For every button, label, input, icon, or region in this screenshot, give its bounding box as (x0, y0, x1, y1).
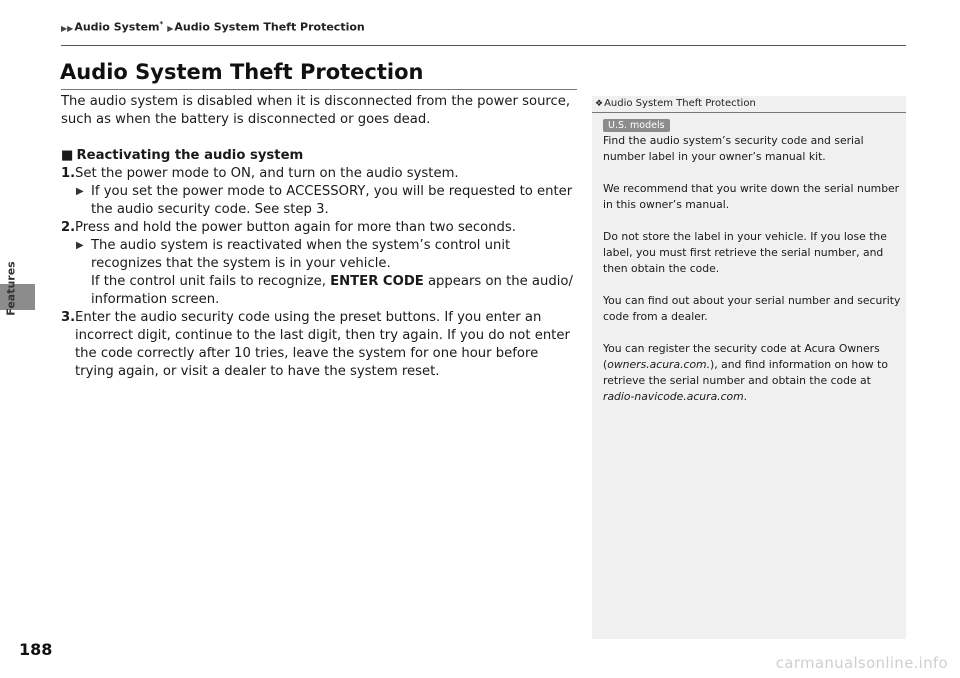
breadcrumb-parent[interactable]: Audio System (74, 20, 160, 34)
page-title: Audio System Theft Protection (60, 60, 424, 84)
step-2-substep (61, 237, 577, 309)
note-paragraph: You can find out about your serial number and security code from a dealer. (603, 294, 901, 323)
region-badge: U.S. models (603, 119, 670, 132)
step-1 (61, 165, 577, 183)
step-number: 2. (61, 220, 76, 235)
substep-text: If you set the power mode to ACCESSORY, you will be requested to enter the audio security code. See step 3. (91, 184, 573, 217)
chapter-side-label-text: Features (4, 260, 18, 316)
watermark: carmanualsonline.info (775, 654, 948, 672)
step-number: 3. (61, 310, 76, 325)
notes-header-text: Audio System Theft Protection (604, 98, 756, 109)
section-square-icon: ■ (61, 148, 74, 163)
substep-arrow-icon: ▶ (76, 240, 84, 251)
step-3 (61, 309, 577, 381)
chapter-side-label (2, 228, 20, 348)
header-divider (61, 45, 906, 46)
owners-link[interactable]: owners.acura.com. (607, 358, 711, 371)
radio-navicode-link[interactable]: radio-navicode.acura.com (603, 390, 744, 403)
page-number: 188 (19, 640, 53, 659)
note-paragraph: Find the audio system’s security code and serial number label in your owner’s manual kit. (603, 134, 864, 163)
notes-divider (592, 112, 906, 113)
note-text: . (743, 390, 748, 403)
section-heading (61, 147, 577, 165)
title-underline (61, 89, 577, 90)
reference-icon: ❖ (595, 99, 604, 109)
note-paragraph: Do not store the label in your vehicle. If you lose the label, you must first retrieve the serial number, and then obtain the code. (603, 230, 887, 275)
breadcrumb (61, 20, 365, 34)
main-content (61, 93, 577, 381)
step-text: Set the power mode to ON, and turn on the audio system. (75, 166, 459, 181)
breadcrumb-current: Audio System Theft Protection (174, 20, 365, 34)
note-text: You can register the security code at Acura Owners ( (603, 342, 880, 371)
step-text: Press and hold the power button again for more than two seconds. (75, 220, 516, 235)
substep-text: The audio system is reactivated when the system’s control unit recognizes that the system is in your vehicle. (91, 238, 511, 271)
step-1-substep (61, 183, 577, 219)
breadcrumb-separator-icon: ▶ (167, 23, 174, 33)
substep-text-after: appears on the audio/ information screen. (91, 274, 573, 307)
step-2 (61, 219, 577, 237)
enter-code-label: ENTER CODE (330, 274, 424, 289)
notes-body (603, 133, 901, 405)
substep-text-before: If the control unit fails to recognize, (91, 274, 331, 289)
note-text: ), and find information on how to retrieve the serial number and obtain the code at (603, 358, 888, 387)
notes-header (592, 98, 906, 109)
substep-arrow-icon: ▶ (76, 186, 84, 197)
breadcrumb-arrow-icon: ▶▶ (61, 23, 74, 33)
step-number: 1. (61, 166, 76, 181)
section-heading-text: Reactivating the audio system (76, 148, 304, 163)
breadcrumb-parent-marker: * (159, 20, 164, 28)
note-paragraph-links (603, 341, 901, 405)
intro-paragraph: The audio system is disabled when it is disconnected from the power source, such as when the battery is disconnected or goes dead. (61, 94, 571, 127)
step-text: Enter the audio security code using the preset buttons. If you enter an incorrect digit, continue to the last digit, then try again. If you do not enter the code correctly after 10 tries, leave the system for one hour before trying again, or visit a dealer to have the system reset. (75, 310, 570, 379)
note-paragraph: We recommend that you write down the serial number in this owner’s manual. (603, 182, 900, 211)
notes-sidebar (592, 96, 906, 639)
